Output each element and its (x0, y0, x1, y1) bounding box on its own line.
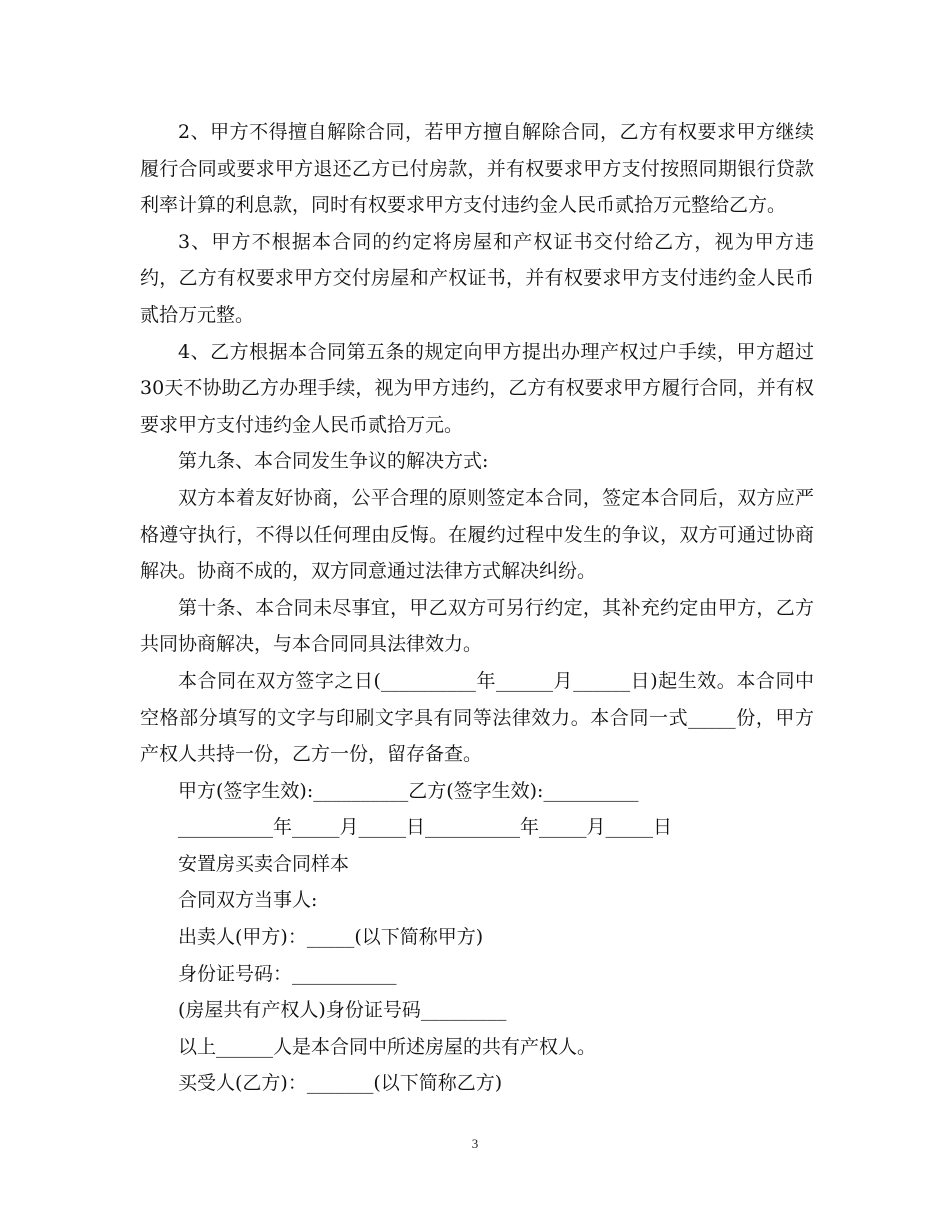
clause-3-paragraph: 3、甲方不根据本合同的约定将房屋和产权证书交付给乙方，视为甲方违约，乙方有权要求甲方交付房屋和产权证书，并有权要求甲方支付违约金人民币贰拾万元整。 (140, 230, 814, 326)
sample-title: 安置房买卖合同样本 (178, 852, 350, 875)
document-body (140, 114, 814, 1102)
co-owner-id-line: (房屋共有产权人)身份证号码_________ (178, 999, 507, 1022)
effective-date-paragraph: 本合同在双方签字之日(__________年______月______日)起生效。本合同中空格部分填写的文字与印刷文字具有同等法律效力。本合同一式_____份，甲方产权人共持一份，乙方一份，留存备查。 (140, 669, 814, 766)
signature-line: 甲方(签字生效):__________乙方(签字生效):__________ (178, 779, 639, 802)
seller-line: 出卖人(甲方)：_____(以下简称甲方) (178, 926, 484, 949)
seller-id-line: 身份证号码：___________ (178, 962, 397, 985)
page-number: 3 (471, 1136, 479, 1151)
article-9-paragraph: 双方本着友好协商，公平合理的原则签定本合同，签定本合同后，双方应严格遵守执行，不得以任何理由反悔。在履约过程中发生的争议，双方可通过协商解决。协商不成的，双方同意通过法律方式解决纠纷。 (140, 486, 814, 583)
parties-heading: 合同双方当事人: (178, 889, 318, 912)
signature-date-line: __________年_____月_____日__________年_____月_____日 (178, 816, 673, 839)
clause-4-paragraph: 4、乙方根据本合同第五条的规定向甲方提出办理产权过户手续，甲方超过30天不协助乙方办理手续，视为甲方违约，乙方有权要求甲方履行合同，并有权要求甲方支付违约金人民币贰拾万元。 (140, 340, 814, 436)
article-9-heading: 第九条、本合同发生争议的解决方式: (178, 450, 489, 473)
clause-2-paragraph: 2、甲方不得擅自解除合同，若甲方擅自解除合同，乙方有权要求甲方继续履行合同或要求甲方退还乙方已付房款，并有权要求甲方支付按照同期银行贷款利率计算的利息款，同时有权要求甲方支付违约金人民币贰拾万元整给乙方。 (140, 121, 814, 217)
co-owners-line: 以上______人是本合同中所述房屋的共有产权人。 (178, 1035, 597, 1058)
article-10-paragraph: 第十条、本合同未尽事宜，甲乙双方可另行约定，其补充约定由甲方，乙方共同协商解决，与本合同同具法律效力。 (140, 596, 814, 656)
buyer-line: 买受人(乙方)：_______(以下简称乙方) (178, 1072, 503, 1095)
